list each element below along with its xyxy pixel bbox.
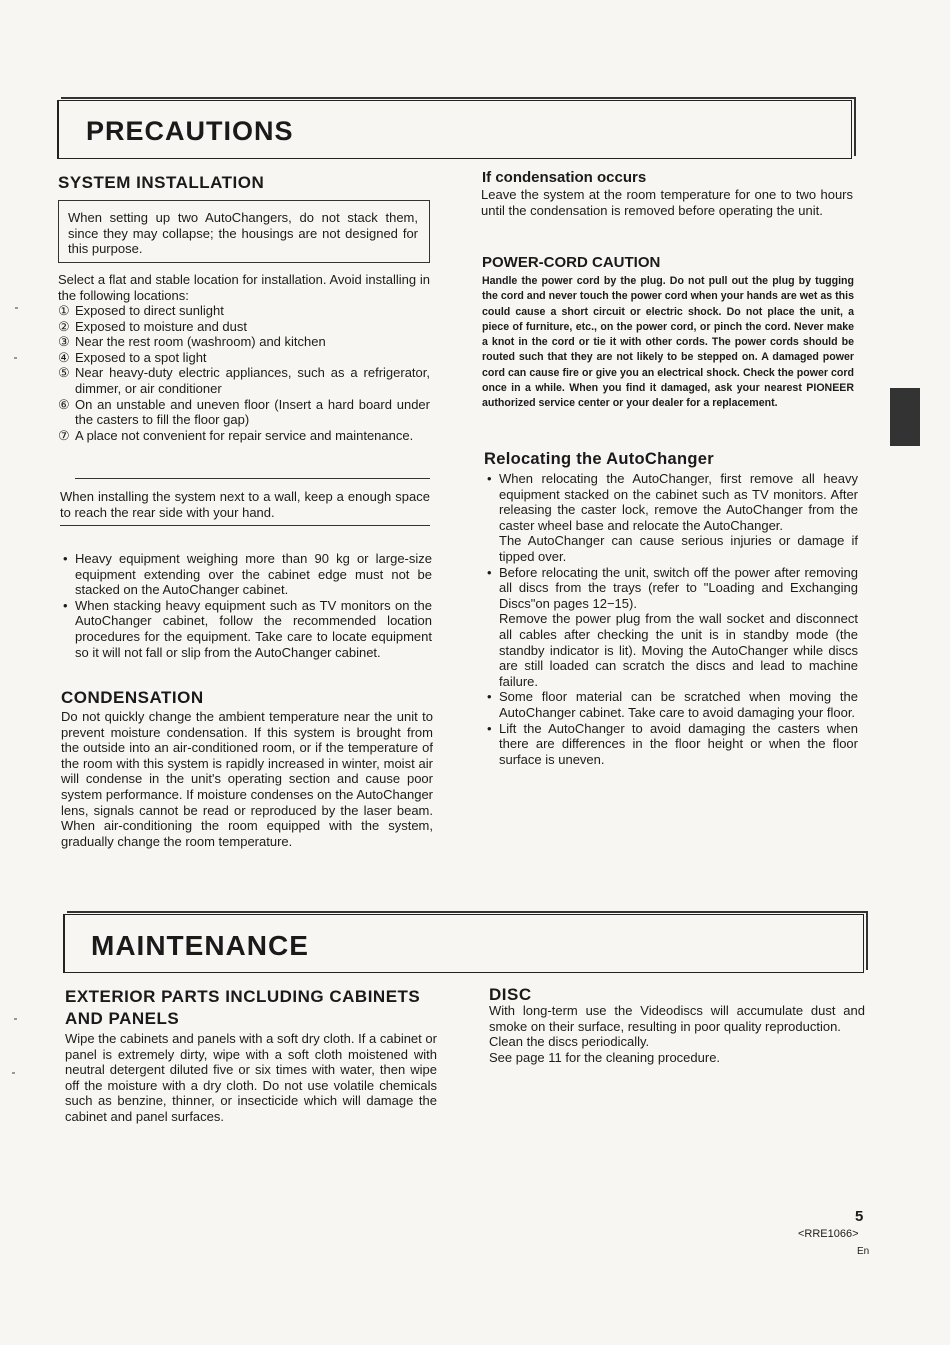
list-item: ⑦ A place not convenient for repair service and maintenance. — [58, 427, 414, 443]
list-item: • When relocating the AutoChanger, first remove all heavy equipment stacked on the cabinet such as TV monitors. After releasing the caster lock, remove the AutoChanger from the caster wheel base and relocate the AutoChanger. The AutoChanger can cause serious injuries or damage if tipped over. — [484, 471, 858, 565]
document-code: <RRE1066> — [798, 1228, 859, 1240]
avoid-locations-list — [58, 303, 430, 443]
condensation-text: Do not quickly change the ambient temperature near the unit to prevent moisture condensation. If this system is brought from the outside into an air-conditioned room, or if the temperature of the room with this system is rapidly increased in winter, moist air will condense in the unit's operating section and cause poor system performance. If moisture condenses on the AutoChanger lens, signals cannot be read or reproduced by the laser beam. When air-conditioning the room equipped with the system, gradually change the room temperature. — [61, 709, 433, 849]
relocating-bullets — [484, 471, 858, 767]
list-item: ④ Exposed to a spot light — [58, 349, 207, 365]
if-condensation-text: Leave the system at the room temperature for one to two hours until the condensation is removed before operating the unit. — [481, 187, 853, 218]
relocating-heading: Relocating the AutoChanger — [484, 450, 714, 468]
scan-speck — [14, 1018, 17, 1020]
installation-intro: Select a flat and stable location for installation. Avoid installing in the following locations: — [58, 272, 430, 303]
divider-top — [75, 478, 430, 479]
precautions-title: PRECAUTIONS — [86, 116, 294, 146]
list-item: ③ Near the rest room (washroom) and kitchen — [58, 334, 326, 350]
disc-heading: DISC — [489, 985, 532, 1004]
scan-speck — [12, 1072, 15, 1074]
list-item: ⑥ On an unstable and uneven floor (Insert a hard board under the casters to fill the floor gap) — [58, 396, 430, 428]
power-cord-text: Handle the power cord by the plug. Do not pull out the plug by tugging the cord and never touch the power cord when your hands are wet as this could cause a short circuit or electric shock. Do not place the unit, a piece of furniture, etc., on the power cord, or pinch the cord. Never make a knot in the cord or tie it with other cords. The power cords should be routed such that they are not likely to be stepped on. A damaged power cord can cause fire or give you an electrical shock. Check the power cord once in a while. When you find it damaged, ask your nearest PIONEER authorized service center or your dealer for a replacement. — [482, 275, 854, 410]
disc-paragraph: With long-term use the Videodiscs will accumulate dust and smoke on their surface, resulting in poor quality reproduction. — [489, 1003, 865, 1034]
maintenance-title: MAINTENANCE — [91, 930, 309, 961]
scan-speck — [14, 357, 17, 359]
divider-bottom — [60, 525, 430, 526]
list-item: • Before relocating the unit, switch off the power after removing all discs from the trays (refer to "Loading and Exchanging Discs"on pages 12−15). Remove the power plug from the wall socket and disconnect all cables after checking the unit is in standby mode (the standby indicator is lit). Moving the AutoChanger while discs are still loaded can scratch the discs and lead to machine failure. — [484, 565, 858, 690]
stacking-note: When setting up two AutoChangers, do not stack them, since they may collapse; the housings are not designed for this purpose. — [68, 210, 418, 257]
list-item: • Some floor material can be scratched when moving the AutoChanger cabinet. Take care to avoid damaging your floor. — [484, 689, 858, 720]
page-number: 5 — [855, 1208, 864, 1225]
language-label: En — [857, 1246, 870, 1257]
wall-note: When installing the system next to a wall, keep a enough space to reach the rear side with your hand. — [60, 489, 430, 520]
disc-paragraph: Clean the discs periodically. — [489, 1034, 650, 1050]
list-item: • Heavy equipment weighing more than 90 kg or large-size equipment extending over the cabinet edge must not be stacked on the AutoChanger cabinet. — [60, 551, 432, 598]
exterior-text: Wipe the cabinets and panels with a soft dry cloth. If a cabinet or panel is extremely dirty, wipe with a soft cloth moistened with neutral detergent diluted five or six times with water, then wipe off the moisture with a dry cloth. Do not use volatile chemicals such as benzine, thinner, or insecticide which will damage the cabinet and panel surfaces. — [65, 1031, 437, 1124]
section-thumb-tab — [890, 388, 920, 446]
list-item: ⑤ Near heavy-duty electric appliances, such as a refrigerator, dimmer, or air conditioner — [58, 365, 430, 396]
if-condensation-heading: If condensation occurs — [482, 169, 647, 186]
disc-text — [489, 1003, 865, 1065]
power-cord-heading: POWER-CORD CAUTION — [482, 254, 661, 271]
list-item: • Lift the AutoChanger to avoid damaging the casters when there are differences in the floor height or when the floor surface is uneven. — [484, 721, 858, 768]
condensation-heading: CONDENSATION — [61, 688, 204, 707]
system-installation-heading: SYSTEM INSTALLATION — [58, 173, 265, 192]
scan-speck — [15, 307, 18, 309]
disc-paragraph: See page 11 for the cleaning procedure. — [489, 1049, 721, 1065]
list-item: • When stacking heavy equipment such as TV monitors on the AutoChanger cabinet, follow the recommended location procedures for the equipment. Take care to locate equipment so it will not fall or slip from the AutoChanger cabinet. — [60, 598, 432, 660]
list-item: ① Exposed to direct sunlight — [58, 303, 224, 318]
exterior-heading: EXTERIOR PARTS INCLUDING CABINETS AND PANELS — [65, 987, 421, 1028]
stacking-bullets — [60, 551, 432, 660]
list-item: ② Exposed to moisture and dust — [58, 318, 247, 334]
